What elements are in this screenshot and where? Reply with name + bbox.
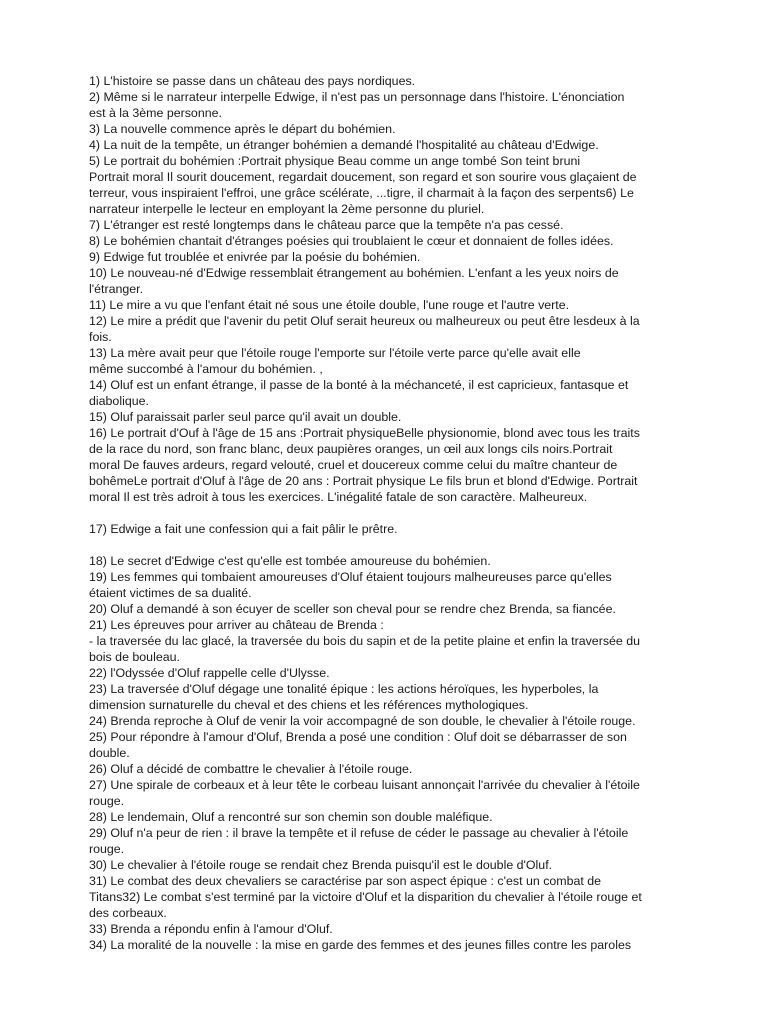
text-line: 31) Le combat des deux chevaliers se caractérise par son aspect épique : c'est un combat de (89, 874, 602, 888)
text-line: Portrait moral Il sourit doucement, regardait doucement, son regard et son sourire vous glaçaient de (89, 170, 637, 184)
text-line: 19) Les femmes qui tombaient amoureuses d'Oluf étaient toujours malheureuses parce qu'elles (89, 570, 612, 584)
document-body (89, 73, 689, 953)
text-line: 1) L'histoire se passe dans un château des pays nordiques. (89, 74, 416, 88)
text-line: étaient victimes de sa dualité. (89, 586, 252, 600)
text-line: 9) Edwige fut troublée et enivrée par la poésie du bohémien. (89, 250, 421, 264)
text-line: 24) Brenda reproche à Oluf de venir la voir accompagné de son double, le chevalier à l'étoile rouge. (89, 714, 636, 728)
text-line: dimension surnaturelle du cheval et des chiens et les références mythologiques. (89, 698, 529, 712)
text-line: 7) L'étranger est resté longtemps dans le château parce que la tempête n'a pas cessé. (89, 218, 564, 232)
text-line: 12) Le mire a prédit que l'avenir du petit Oluf serait heureux ou malheureux ou peut être lesdeux à la (89, 314, 640, 328)
text-line: bois de bouleau. (89, 650, 180, 664)
text-line: 14) Oluf est un enfant étrange, il passe de la bonté à la méchanceté, il est capricieux, fantasque et (89, 378, 629, 392)
text-line: des corbeaux. (89, 906, 167, 920)
text-line: 28) Le lendemain, Oluf a rencontré sur son chemin son double maléfique. (89, 810, 493, 824)
text-line: 15) Oluf paraissait parler seul parce qu'il avait un double. (89, 410, 402, 424)
text-line: 25) Pour répondre à l'amour d'Oluf, Brenda a posé une condition : Oluf doit se débarrasser de son (89, 730, 627, 744)
text-line: 5) Le portrait du bohémien :Portrait physique Beau comme un ange tombé Son teint bruni (89, 154, 581, 168)
text-line: 34) La moralité de la nouvelle : la mise en garde des femmes et des jeunes filles contre les paroles (89, 938, 632, 952)
text-line: 33) Brenda a répondu enfin à l'amour d'Oluf. (89, 922, 333, 936)
text-line: rouge. (89, 842, 125, 856)
text-line: 29) Oluf n'a peur de rien : il brave la tempête et il refuse de céder le passage au chevalier à l'étoile (89, 826, 629, 840)
text-line: terreur, vous inspiraient l'effroi, une grâce scélérate, ...tigre, il charmait à la façon des serpents6) Le (89, 186, 634, 200)
text-line: bohêmeLe portrait d'Oluf à l'âge de 20 ans : Portrait physique Le fils brun et blond d'Edwige. Portrait (89, 474, 638, 488)
blank-line (89, 537, 689, 553)
text-line: 4) La nuit de la tempête, un étranger bohémien a demandé l'hospitalité au château d'Edwige. (89, 138, 599, 152)
text-line: narrateur interpelle le lecteur en employant la 2ème personne du pluriel. (89, 202, 485, 216)
text-line: 3) La nouvelle commence après le départ du bohémien. (89, 122, 396, 136)
text-line: moral De fauves ardeurs, regard velouté, cruel et doucereux comme celui du maître chanteur de (89, 458, 618, 472)
text-line: 13) La mère avait peur que l'étoile rouge l'emporte sur l'étoile verte parce qu'elle avait elle (89, 346, 581, 360)
text-line: 16) Le portrait d'Ouf à l'âge de 15 ans :Portrait physiqueBelle physionomie, blond avec tous les traits (89, 426, 640, 440)
text-line: - la traversée du lac glacé, la traversée du bois du sapin et de la petite plaine et enfin la traversée du (89, 634, 641, 648)
text-line: 17) Edwige a fait une confession qui a fait pâlir le prêtre. (89, 522, 398, 536)
text-line: 23) La traversée d'Oluf dégage une tonalité épique : les actions héroïques, les hyperboles, la (89, 682, 599, 696)
text-line: rouge. (89, 794, 125, 808)
text-line: 18) Le secret d'Edwige c'est qu'elle est tombée amoureuse du bohémien. (89, 554, 491, 568)
text-line: 11) Le mire a vu que l'enfant était né sous une étoile double, l'une rouge et l'autre verte. (89, 298, 570, 312)
text-line: 26) Oluf a décidé de combattre le chevalier à l'étoile rouge. (89, 762, 413, 776)
text-line: 10) Le nouveau-né d'Edwige ressemblait étrangement au bohémien. L'enfant a les yeux noirs de (89, 266, 619, 280)
text-line: 22) l'Odyssée d'Oluf rappelle celle d'Ulysse. (89, 666, 330, 680)
text-line: 27) Une spirale de corbeaux et à leur tête le corbeau luisant annonçait l'arrivée du chevalier à l'étoile (89, 778, 640, 792)
text-line: l'étranger. (89, 282, 144, 296)
text-line: 21) Les épreuves pour arriver au château de Brenda : (89, 618, 384, 632)
text-line: double. (89, 746, 130, 760)
text-line: de la race du nord, son franc blanc, deux paupières oranges, un œil aux longs cils noirs.Portrait (89, 442, 613, 456)
text-line: moral Il est très adroit à tous les exercices. L'inégalité fatale de son caractère. Malheureux. (89, 490, 588, 504)
text-line: fois. (89, 330, 112, 344)
text-line: 30) Le chevalier à l'étoile rouge se rendait chez Brenda puisqu'il est le double d'Oluf. (89, 858, 553, 872)
text-line: même succombé à l'amour du bohémien. , (89, 362, 323, 376)
text-line: est à la 3ème personne. (89, 106, 222, 120)
blank-line (89, 505, 689, 521)
text-line: 8) Le bohémien chantait d'étranges poésies qui troublaient le cœur et donnaient de folles idées. (89, 234, 614, 248)
text-line: diabolique. (89, 394, 149, 408)
text-line: 20) Oluf a demandé à son écuyer de sceller son cheval pour se rendre chez Brenda, sa fiancée. (89, 602, 616, 616)
text-line: 2) Même si le narrateur interpelle Edwige, il n'est pas un personnage dans l'histoire. L'énonciation (89, 90, 625, 104)
text-line: Titans32) Le combat s'est terminé par la victoire d'Oluf et la disparition du chevalier à l'étoile rouge et (89, 890, 642, 904)
